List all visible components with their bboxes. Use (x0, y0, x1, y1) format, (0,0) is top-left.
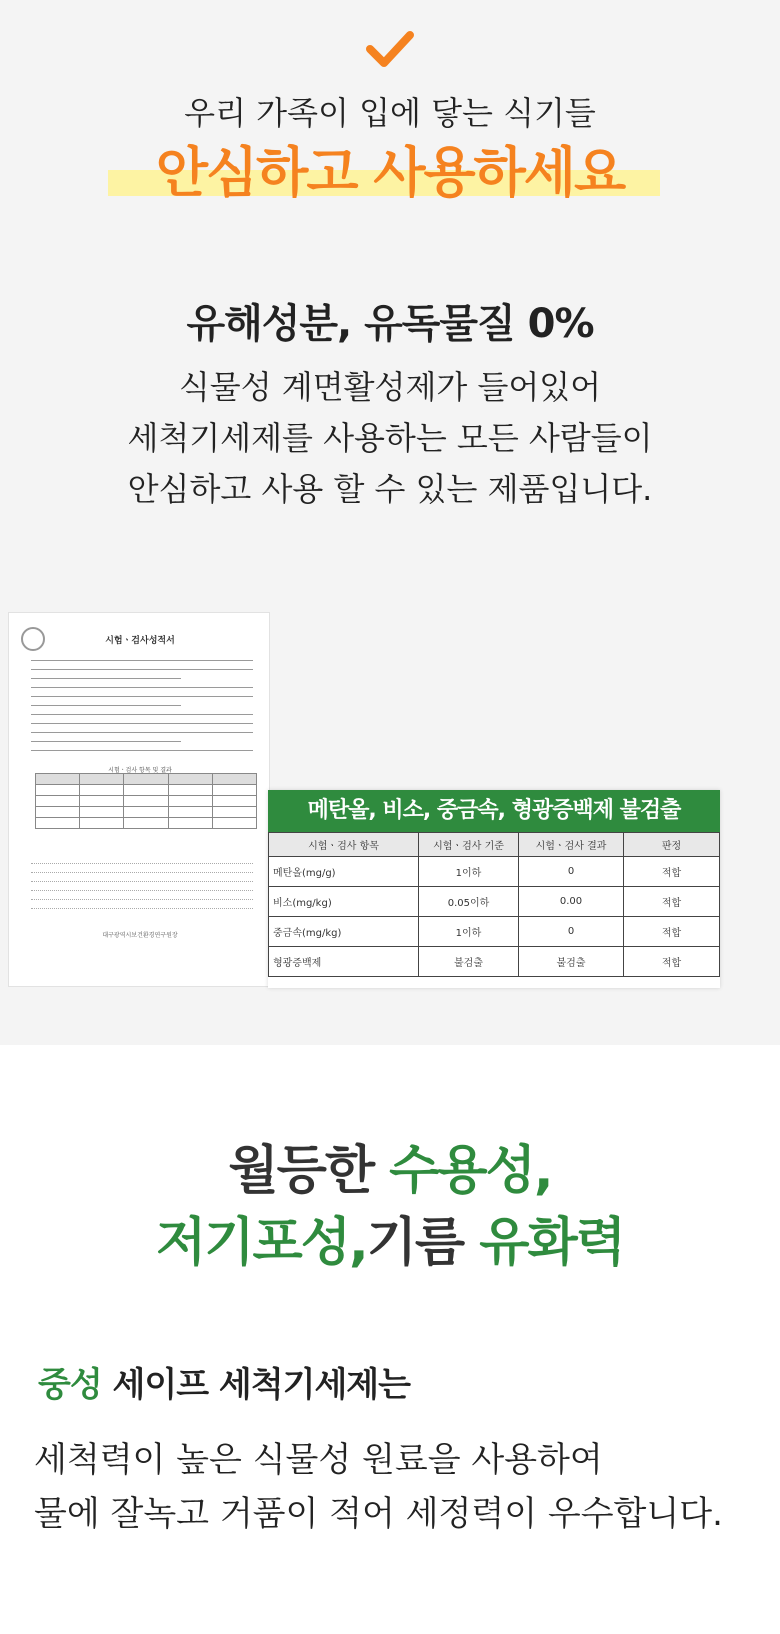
table-row: 중금속(mg/kg) 1이하 0 적합 (269, 917, 720, 947)
results-banner: 메탄올, 비소, 중금속, 형광증백제 불검출 (268, 790, 720, 832)
table-header-row (269, 833, 720, 857)
product-line-1: 세척력이 높은 식물성 원료을 사용하여 (34, 1440, 603, 1480)
safety-title: 유해성분, 유독물질 0% (186, 301, 594, 347)
feature-line-1: 월등한 수용성, (228, 1141, 552, 1201)
test-report-document (8, 612, 270, 987)
doc-section-title: 시험ㆍ검사 항목 및 결과 (108, 767, 172, 774)
hero-subhead: 우리 가족이 입에 닿는 식기들 (184, 94, 596, 132)
doc-info-lines (31, 653, 253, 752)
table-row: 비소(mg/kg) 0.05이하 0.00 적합 (269, 887, 720, 917)
header-judgement: 판정 (624, 833, 720, 857)
check-icon (360, 25, 420, 75)
product-line-2: 물에 잘녹고 거품이 적어 세정력이 우수합니다. (34, 1494, 723, 1534)
product-intro: 중성 세이프 세척기세제는 (38, 1365, 410, 1405)
hero-headline-wrap (0, 130, 780, 207)
doc-title: 시험ㆍ검사성적서 (105, 636, 175, 646)
safety-line-2: 세척기세제를 사용하는 모든 사람들이 (127, 419, 653, 457)
table-row: 메탄올(mg/g) 1이하 0 적합 (269, 857, 720, 887)
results-zoom (268, 790, 720, 988)
safety-line-3: 안심하고 사용 할 수 있는 제품입니다. (127, 470, 653, 508)
header-item: 시험ㆍ검사 항목 (269, 833, 419, 857)
hero-headline: 안심하고 사용하세요 (148, 130, 632, 207)
doc-organization: 대구광역시보건환경연구원장 (102, 932, 178, 939)
header-standard: 시험ㆍ검사 기준 (419, 833, 519, 857)
doc-notes (31, 858, 253, 912)
feature-line-2: 저기포성,기름 유화력 (156, 1213, 624, 1273)
table-row: 형광증백제 불검출 불검출 적합 (269, 947, 720, 977)
safety-line-1: 식물성 계면활성제가 들어있어 (178, 368, 602, 406)
results-table (268, 832, 720, 977)
header-result: 시험ㆍ검사 결과 (519, 833, 624, 857)
doc-results-table (35, 773, 257, 829)
